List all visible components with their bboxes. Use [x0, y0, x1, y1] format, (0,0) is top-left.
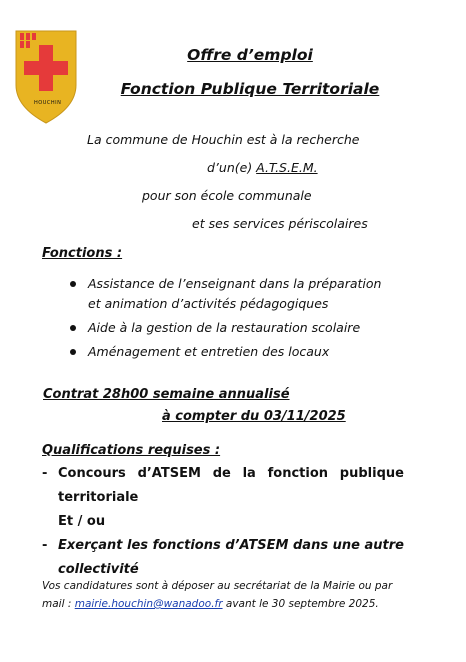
page-subtitle: Fonction Publique Territoriale [120, 80, 380, 98]
list-item [70, 340, 381, 364]
fonctions-heading: Fonctions : [42, 246, 123, 261]
word: Concours [58, 466, 126, 481]
page-title: Offre d’emploi [187, 46, 313, 64]
word: fonction [267, 466, 329, 481]
contract-line: Contrat 28h00 semaine annualisé [43, 387, 290, 402]
bullet-icon [70, 281, 76, 287]
dash-bullet: - [42, 466, 48, 481]
list-item-text: et animation d’activités pédagogiques [88, 296, 329, 311]
list-item-text: Aménagement et entretien des locaux [88, 344, 330, 359]
word: Exerçant [58, 538, 123, 553]
contact-prefix: mail : [42, 598, 75, 610]
word: d’ATSEM [225, 538, 289, 553]
start-date-line: à compter du 03/11/2025 [162, 409, 346, 424]
application-contact [42, 598, 379, 610]
intro-line-2-prefix: d’un(e) [207, 160, 257, 175]
qualification-or: Et / ou [58, 514, 106, 529]
intro-line-3: pour son école communale [142, 188, 312, 203]
list-item [70, 316, 381, 340]
fonctions-list [70, 272, 381, 364]
intro-line-4: et ses services périscolaires [192, 216, 368, 231]
qualification-item-1-cont: territoriale [58, 490, 139, 505]
intro-line-2 [207, 160, 318, 175]
qualification-item-2 [58, 538, 404, 553]
qualification-item-1 [58, 466, 404, 481]
job-title-atsem: A.T.S.E.M. [256, 160, 318, 175]
word: autre [364, 538, 404, 553]
word: de [212, 466, 231, 481]
town-crest-logo [14, 27, 78, 127]
word: publique [339, 466, 404, 481]
list-item [70, 272, 381, 296]
word: les [127, 538, 149, 553]
list-item-continuation [70, 294, 381, 314]
dash-bullet: - [42, 538, 48, 553]
word: une [332, 538, 360, 553]
email-link[interactable]: mairie.houchin@wanadoo.fr [74, 598, 223, 610]
word: la [242, 466, 256, 481]
word: fonctions [152, 538, 221, 553]
intro-line-1: La commune de Houchin est à la recherche [87, 132, 360, 147]
bullet-icon [70, 325, 76, 331]
application-instructions: Vos candidatures sont à déposer au secrétariat de la Mairie ou par [42, 580, 393, 592]
list-item-text: Aide à la gestion de la restauration scolaire [88, 320, 361, 335]
list-item-text: Assistance de l’enseignant dans la préparation [88, 276, 382, 291]
qualification-item-2-cont: collectivité [58, 562, 139, 577]
qualifications-heading: Qualifications requises : [42, 443, 221, 458]
bullet-icon [70, 349, 76, 355]
deadline-text: avant le 30 septembre 2025. [222, 598, 379, 610]
word: dans [292, 538, 329, 553]
word: d’ATSEM [137, 466, 201, 481]
crest-town-label: HOUCHIN [34, 100, 62, 106]
